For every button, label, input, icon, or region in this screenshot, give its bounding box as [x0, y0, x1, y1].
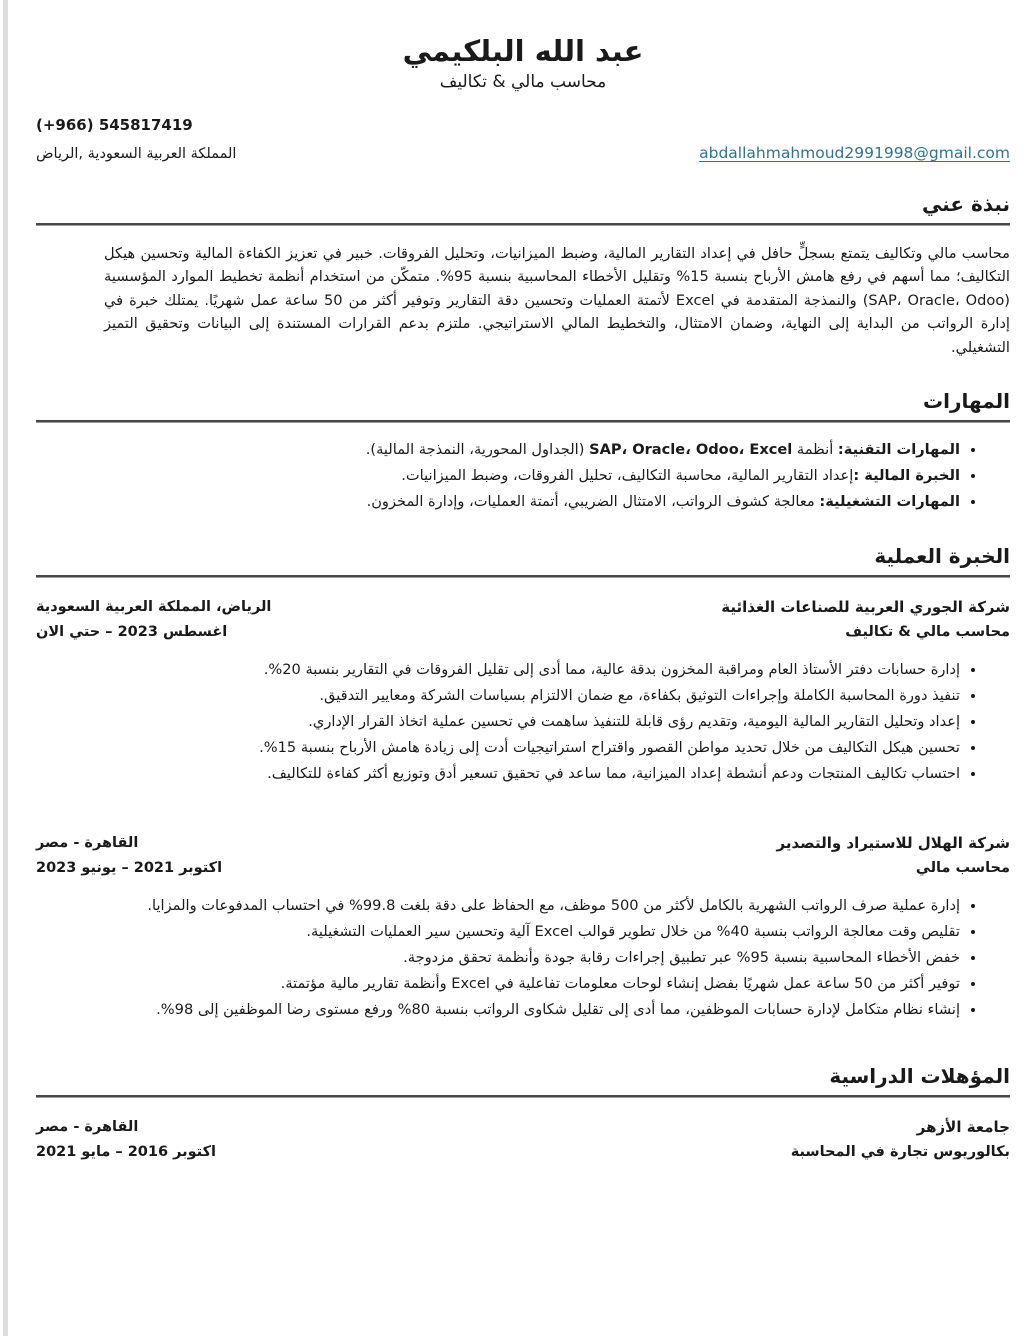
skill-item — [96, 463, 960, 488]
job-bullet: • إنشاء نظام متكامل لإدارة حسابات الموظفين، مما أدى إلى تقليل شكاوى الرواتب بنسبة 80% ورفع مستوى رضا الموظفين إلى 98%. — [96, 997, 960, 1022]
section-skills — [36, 389, 1010, 514]
skill-lead: المهارات التقنية: — [837, 441, 960, 459]
section-divider — [36, 575, 1010, 578]
company-name: شركة الجوري العربية للصناعات الغذائية — [721, 598, 1010, 617]
experience-heading: الخبرة العملية — [874, 544, 1010, 569]
education-meta — [36, 1116, 216, 1163]
job-bullet: • تقليص وقت معالجة الرواتب بنسبة 40% من خلال تطوير قوالب Excel آلية وتحسين سير العمليات التشغيلية. — [96, 919, 960, 944]
skill-lead: الخبرة المالية : — [853, 467, 960, 485]
job-1-titles — [721, 596, 1010, 643]
skill-text: (الجداول المحورية، النمذجة المالية). — [365, 441, 590, 459]
job-bullet: • إدارة حسابات دفتر الأستاذ العام ومراقبة المخزون بدقة عالية، مما أدى إلى تقليل الفروقات في التقارير بنسبة 20%. — [96, 657, 960, 682]
job-2-titles — [777, 832, 1010, 879]
resume-header — [36, 34, 1010, 92]
job-1-meta — [36, 596, 271, 643]
education-titles — [791, 1116, 1010, 1163]
about-heading: نبذة عني — [921, 191, 1010, 216]
contact-left-column — [36, 116, 236, 162]
skills-heading: المهارات — [923, 389, 1010, 414]
skill-text: إعداد التقارير المالية، محاسبة التكاليف، تحليل الفروقات، وضبط الميزانيات. — [401, 467, 854, 485]
job-2-meta — [36, 832, 222, 879]
job-bullet: • إعداد وتحليل التقارير المالية اليومية، وتقديم رؤى قابلة للتنفيذ ساهمت في تحسين عملية اتخاذ القرار الإداري. — [96, 709, 960, 734]
job-2-header — [36, 832, 1010, 879]
job-bullet: • إدارة عملية صرف الرواتب الشهرية بالكامل لأكثر من 500 موظف، مع الحفاظ على دقة بلغت 99.8% في احتساب المدفوعات والمزايا. — [96, 893, 960, 918]
education-dates: اكتوبر 2016 – مايو 2021 — [36, 1144, 217, 1161]
contact-location: المملكة العربية السعودية ,الرياض — [36, 145, 237, 162]
section-about — [36, 192, 1010, 360]
job-dates: اغسطس 2023 – حتي الان — [36, 624, 228, 641]
job-dates: اكتوبر 2021 – يونيو 2023 — [36, 860, 223, 877]
education-heading: المؤهلات الدراسية — [829, 1064, 1010, 1089]
candidate-name: عبد الله البلكيمي — [402, 34, 644, 68]
job-2-bullets — [96, 893, 1010, 1022]
job-location: الرياض، المملكة العربية السعودية — [36, 599, 272, 616]
skill-text: معالجة كشوف الرواتب، الامتثال الضريبي، أتمتة العمليات، وإدارة المخزون. — [366, 493, 820, 511]
email-link[interactable]: abdallahmahmoud2991998@gmail.com — [699, 143, 1010, 162]
job-bullet: • تحسين هيكل التكاليف من خلال تحديد مواطن القصور واقتراح استراتيجيات أدت إلى زيادة هامش الأرباح بنسبة 15%. — [96, 735, 960, 760]
skill-item — [96, 489, 960, 514]
skill-systems: SAP، Oracle، Odoo، Excel — [589, 441, 793, 459]
job-1-bullets — [96, 657, 1010, 786]
skill-item — [96, 437, 960, 462]
education-entry — [36, 1116, 1010, 1163]
section-divider — [36, 420, 1010, 423]
education-location: القاهرة - مصر — [36, 1119, 139, 1136]
scan-edge-artifact — [3, 0, 8, 1336]
job-role: محاسب مالي & تكاليف — [845, 624, 1010, 641]
company-name: شركة الهلال للاستيراد والتصدير — [776, 834, 1010, 853]
job-role: محاسب مالي — [915, 860, 1010, 877]
job-bullet: • توفير أكثر من 50 ساعة عمل شهريًا بفضل إنشاء لوحات معلومات تفاعلية في Excel وأنظمة تقارير مالية مؤتمتة. — [96, 971, 960, 996]
degree-name: بكالوريوس تجارة في المحاسبة — [790, 1144, 1010, 1161]
job-bullet: • تنفيذ دورة المحاسبة الكاملة وإجراءات التوثيق بكفاءة، مع ضمان الالتزام بسياسات الشركة ومعايير التدقيق. — [96, 683, 960, 708]
job-bullet: • احتساب تكاليف المنتجات ودعم أنشطة إعداد الميزانية، مما ساعد في تحقيق تسعير أدق وتوزيع أكثر كفاءة للتكاليف. — [96, 761, 960, 786]
skills-list — [96, 437, 1010, 514]
job-bullet: • خفض الأخطاء المحاسبية بنسبة 95% عبر تطبيق إجراءات رقابة جودة وأنظمة تحقق مزدوجة. — [96, 945, 960, 970]
section-divider — [36, 1095, 1010, 1098]
phone-number: (+966) 545817419 — [36, 115, 193, 134]
contact-block — [36, 116, 1010, 162]
job-1-header — [36, 596, 1010, 643]
skill-lead: المهارات التشغيلية: — [819, 493, 960, 511]
candidate-job-title: محاسب مالي & تكاليف — [439, 71, 607, 92]
section-experience — [36, 544, 1010, 1022]
about-paragraph: محاسب مالي وتكاليف يتمتع بسجلٍّ حافل في إعداد التقارير المالية، وضبط الميزانيات، وتحليل الفروقات. خبير في تعزيز الكفاءة المالية وتحسين هيكل التكاليف؛ مما أسهم في رفع هامش الأرباح بنسبة 15% وتقليل الأخطاء المحاسبية بنسبة 95%. متمكّن من استخدام أنظمة تخطيط الموارد المؤسسية (SAP، Oracle، Odoo) والنمذجة المتقدمة في Excel لأتمتة العمليات وتحسين دقة التقارير وتوفير أكثر من 50 ساعة عمل شهريًا. يمتلك خبرة في إدارة الرواتب من البداية إلى النهاية، وضمان الامتثال، والتخطيط المالي الاستراتيجي. ملتزم بدعم القرارات المستندة إلى البيانات وتحقيق التميز التشغيلي. — [104, 244, 1010, 356]
school-name: جامعة الأزهر — [916, 1118, 1010, 1137]
job-location: القاهرة - مصر — [36, 835, 139, 852]
section-education — [36, 1064, 1010, 1163]
section-divider — [36, 223, 1010, 226]
skill-text: أنظمة — [792, 441, 838, 459]
